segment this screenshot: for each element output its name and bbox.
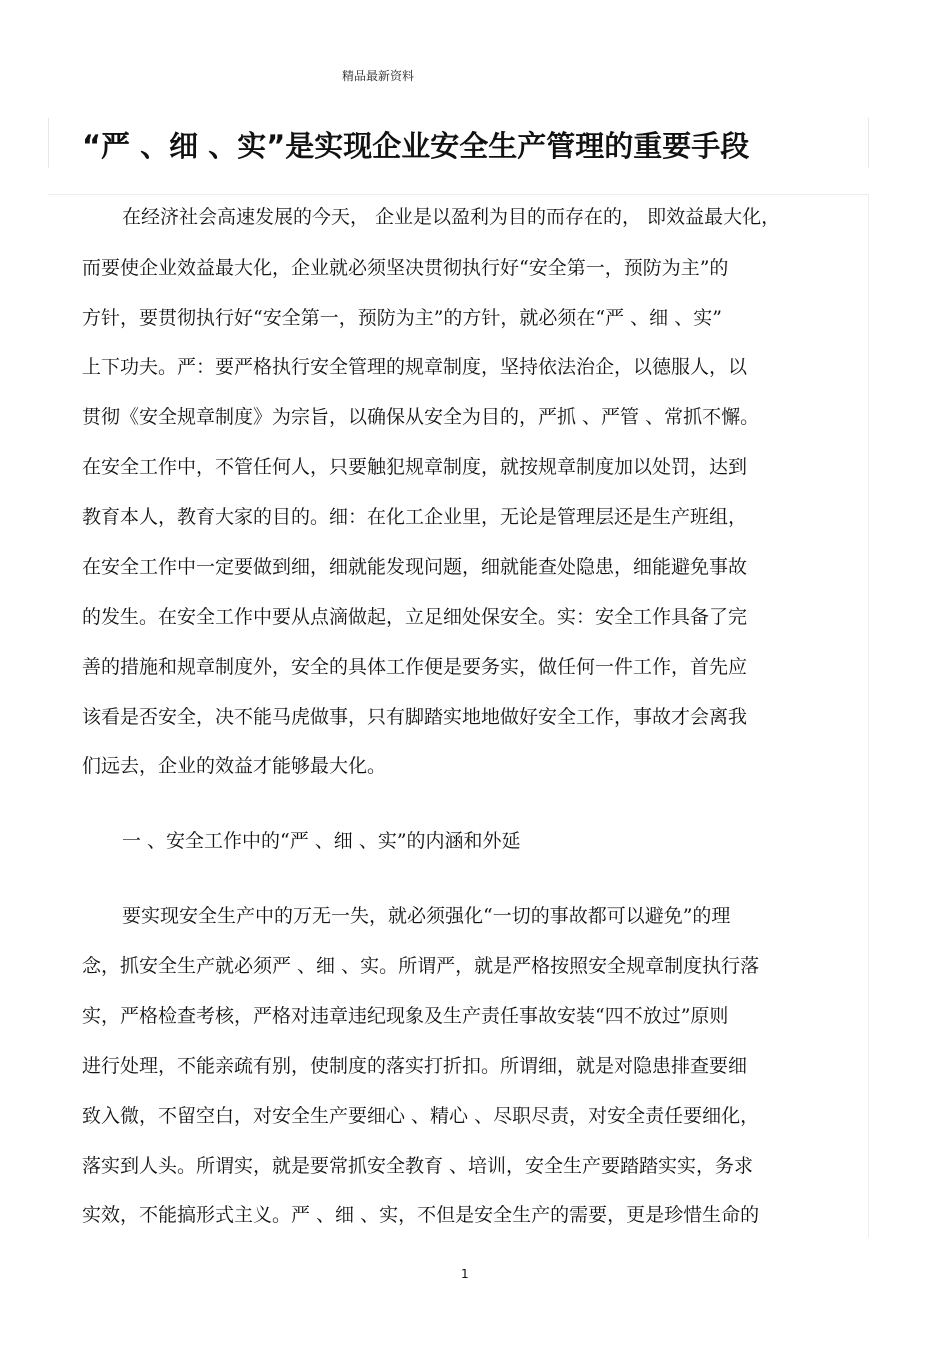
paragraph-line: 方针，要贯彻执行好“安全第一，预防为主”的方针，就必须在“严 、细 、实” [82, 307, 722, 329]
body-frame-right-border [868, 194, 869, 1238]
paragraph-line: 教育本人，教育大家的目的。细：在化工企业里，无论是管理层还是生产班组， [82, 506, 748, 528]
paragraph-line: 在安全工作中一定要做到细，细就能发现问题，细就能查处隐患，细能避免事故 [82, 556, 748, 578]
paragraph-line: 进行处理，不能亲疏有别，使制度的落实打折扣。所谓细，就是对隐患排查要细 [82, 1055, 748, 1077]
page-number: 1 [461, 1267, 469, 1281]
paragraph-line: 的发生。在安全工作中要从点滴做起，立足细处保安全。实：安全工作具备了完 [82, 606, 748, 628]
section-heading: 一 、安全工作中的“严 、细 、实”的内涵和外延 [122, 830, 521, 852]
title-frame-right-border [868, 118, 869, 168]
header-label: 精品最新资料 [342, 69, 415, 83]
paragraph-line: 在安全工作中，不管任何人，只要触犯规章制度，就按规章制度加以处罚，达到 [82, 456, 748, 478]
paragraph-line: 在经济社会高速发展的今天， 企业是以盈利为目的而存在的， 即效益最大化， [122, 206, 781, 228]
paragraph-line: 而要使企业效益最大化，企业就必须坚决贯彻执行好“安全第一，预防为主”的 [82, 257, 729, 279]
paragraph-line: 致入微，不留空白，对安全生产要细心 、精心 、尽职尽责，对安全责任要细化， [82, 1105, 760, 1127]
paragraph-line: 实效，不能搞形式主义。严 、细 、实，不但是安全生产的需要，更是珍惜生命的 [82, 1204, 760, 1226]
paragraph-line: 落实到人头。所谓实，就是要常抓安全教育 、培训，安全生产要踏踏实实，务求 [82, 1155, 754, 1177]
paragraph-line: 贯彻《安全规章制度》为宗旨，以确保从安全为目的，严抓 、严管 、常抓不懈。 [82, 406, 760, 428]
paragraph-line: 实，严格检查考核，严格对违章违纪现象及生产责任事故安装“四不放过”原则 [82, 1005, 729, 1027]
paragraph-line: 要实现安全生产中的万无一失，就必须强化“一切的事故都可以避免”的理 [122, 905, 731, 927]
paragraph-line: 们远去，企业的效益才能够最大化。 [82, 755, 387, 777]
paragraph-line: 上下功夫。严：要严格执行安全管理的规章制度，坚持依法治企，以德服人，以 [82, 356, 748, 378]
paragraph-line: 念，抓安全生产就必须严 、细 、实。所谓严，就是严格按照安全规章制度执行落 [82, 955, 760, 977]
title-frame-left-border [48, 118, 49, 168]
paragraph-line: 善的措施和规章制度外，安全的具体工作便是要务实，做任何一件工作，首先应 [82, 656, 748, 678]
paragraph-line: 该看是否安全，决不能马虎做事，只有脚踏实地地做好安全工作，事故才会离我 [82, 706, 748, 728]
title-frame-bottom-border [48, 194, 869, 195]
document-title: “严 、细 、实”是实现企业安全生产管理的重要手段 [82, 129, 750, 163]
